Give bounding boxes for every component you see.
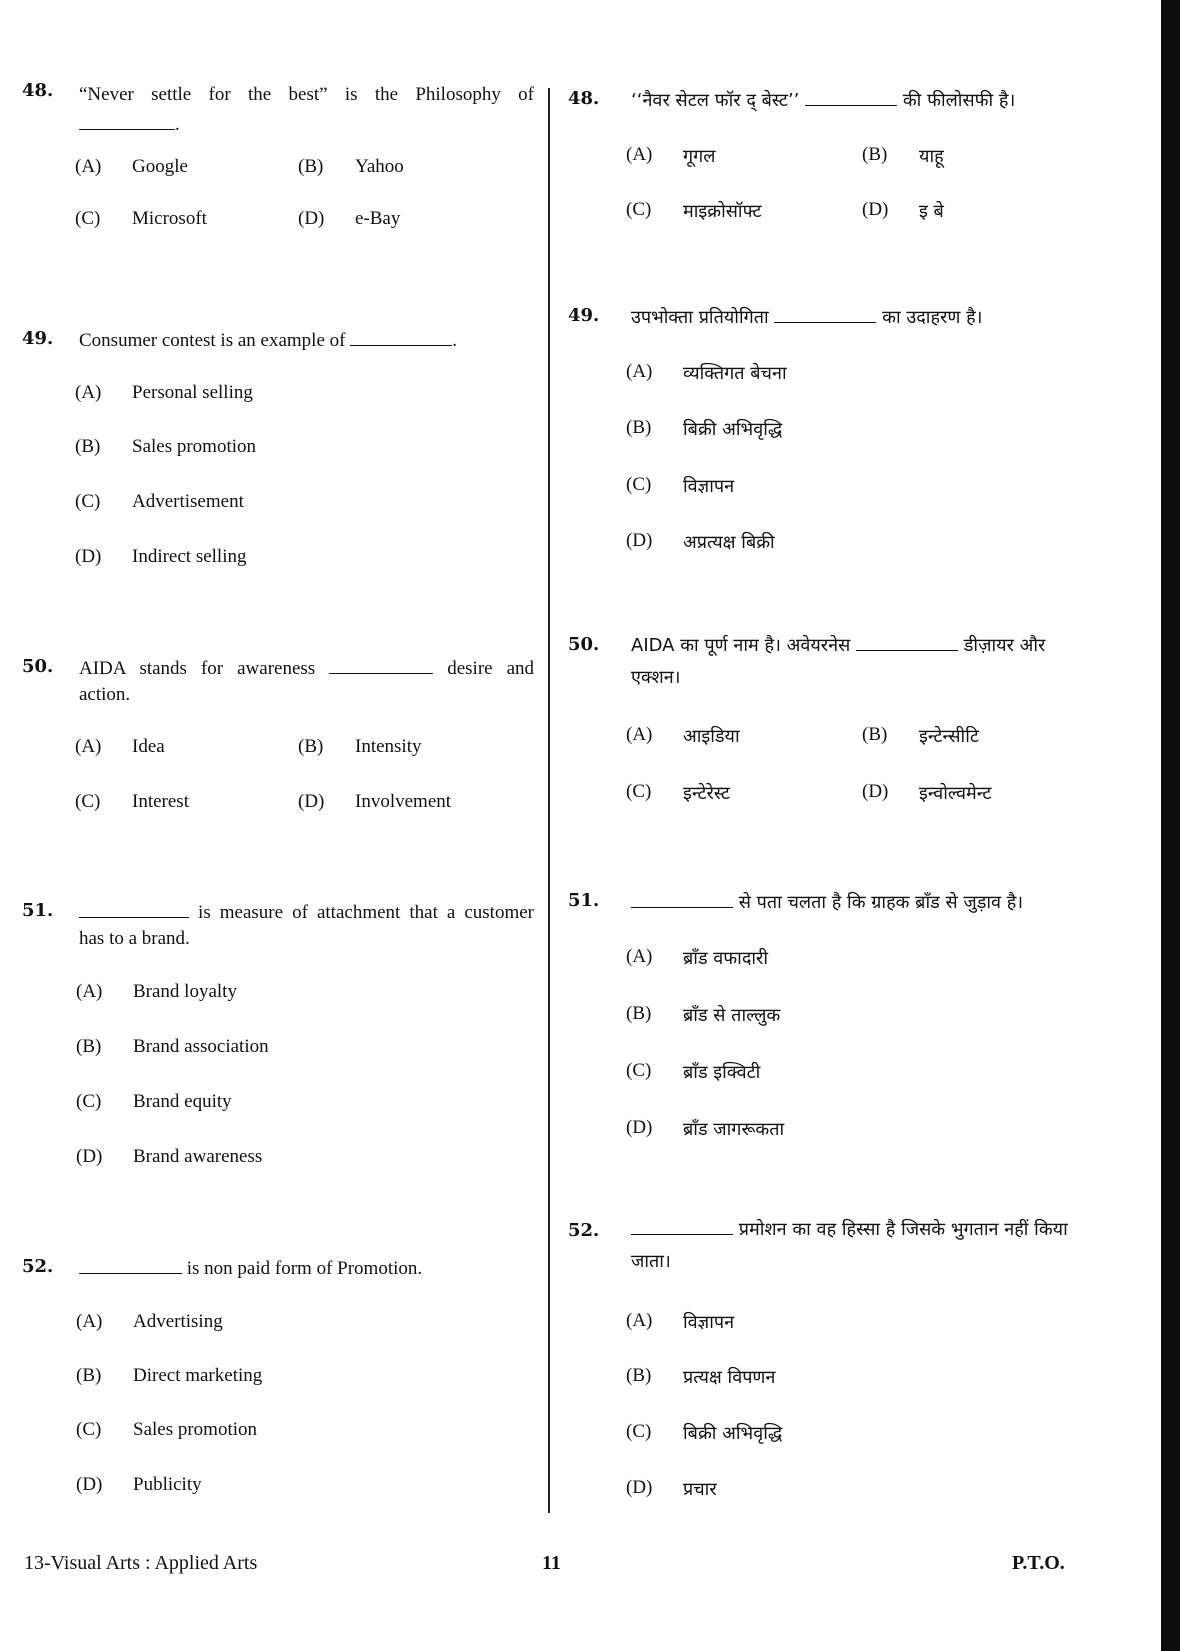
question-number: 50. <box>568 634 600 655</box>
footer-subject: 13-Visual Arts : Applied Arts <box>24 1552 258 1574</box>
question-number: 48. <box>568 88 600 109</box>
column-divider <box>548 88 550 1513</box>
answer-blank <box>774 308 876 323</box>
answer-blank <box>350 331 452 346</box>
question-text: is non paid form of Promotion. <box>79 1256 534 1282</box>
question-text: AIDA stands for awareness desire and action. <box>79 658 535 705</box>
answer-blank <box>79 903 189 918</box>
answer-blank <box>79 115 175 130</box>
answer-blank <box>631 1220 733 1235</box>
answer-blank <box>856 636 958 651</box>
exam-page: 48. “Never settle for the best” is the Philosophy of . (A) Google (B) Yahoo (C) Microsoft (D) e-Bay 49. Consumer contest is an example of . (A) Personal selling (B) Sales promotion (C) Advertisement (D) Indirect selling 50. AIDA stands for awareness desire and action. (A) Idea (B) Intensity (C) Interest (D) Involvement 51. is measure of attachment that a customer has to a brand. (A) Brand loyalty (B) Brand association (C) Brand equity (D) Brand awareness 52. is non paid form of Promotion. (A) Advertising (B) Direct marketing (C) Sales promotion (D) Publicity 48. ‘‘नैवर सेटल फॉर द् बेस्ट’’ की फीलोसफी है। (A) गूगल (B) याहू (C) माइक्रोसॉफ्ट (D) इ बे 49. उपभोक्ता प्रतियोगिता का उदाहरण है। (A) व्यक्तिगत बेचना (B) बिक्री अभिवृद्धि (C) विज्ञापन (D) अप्रत्यक्ष बिक्री 50. AIDA का पूर्ण नाम है। अवेयरनेस डीज़ायर और एक्शन। (A) आइडिया (B) इन्टेन्सीटि (C) इन्टेरेस्ट (D) इन्वोल्वमेन्ट 51. से पता चलता है कि ग्राहक ब्रॉंड से जुड़ाव है। (A) ब्रॉंड वफादारी (B) ब्रॉंड से ताल्लुक (C) ब्रॉंड इक्विटी (D) ब्रॉंड जागरूकता 52. प्रमोशन का वह हिस्सा है जिसके भुगतान नहीं किया जाता। (A) विज्ञापन (B) प्रत्यक्ष विपणन (C) बिक्री अभिवृद्धि (D) प्रचार 13-Visual Arts : Applied Arts 11 P.T.O. <box>0 0 1180 1651</box>
question-number: 49. <box>568 305 600 326</box>
question-text: is measure of attachment that a customer has to a brand. <box>79 902 535 949</box>
question-text: उपभोक्ता प्रतियोगिता का उदाहरण है। <box>631 307 983 328</box>
question-text: “Never settle for the best” is the Philosophy of . <box>79 84 534 135</box>
answer-blank <box>805 91 897 106</box>
question-number: 49. <box>22 328 54 349</box>
answer-blank <box>631 893 733 908</box>
scan-edge-bar <box>1161 0 1180 1651</box>
question-text: AIDA का पूर्ण नाम है। अवेयरनेस डीज़ायर और एक्शन। <box>631 635 1046 688</box>
answer-blank <box>329 659 433 674</box>
answer-blank <box>79 1259 182 1274</box>
question-number: 52. <box>568 1220 600 1241</box>
question-text: Consumer contest is an example of . <box>79 330 457 351</box>
footer-page-number: 11 <box>542 1552 561 1574</box>
footer-pto: P.T.O. <box>1012 1552 1065 1574</box>
question-number: 51. <box>568 890 600 911</box>
question-number: 52. <box>22 1256 54 1277</box>
question-text: प्रमोशन का वह हिस्सा है जिसके भुगतान नहीं किया जाता। <box>631 1219 1068 1272</box>
question-number: 50. <box>22 656 54 677</box>
question-number: 51. <box>22 900 54 921</box>
question-number: 48. <box>22 80 54 101</box>
question-text: से पता चलता है कि ग्राहक ब्रॉंड से जुड़ाव है। <box>631 890 1091 916</box>
question-text: ‘‘नैवर सेटल फॉर द् बेस्ट’’ की फीलोसफी है। <box>631 90 1016 111</box>
